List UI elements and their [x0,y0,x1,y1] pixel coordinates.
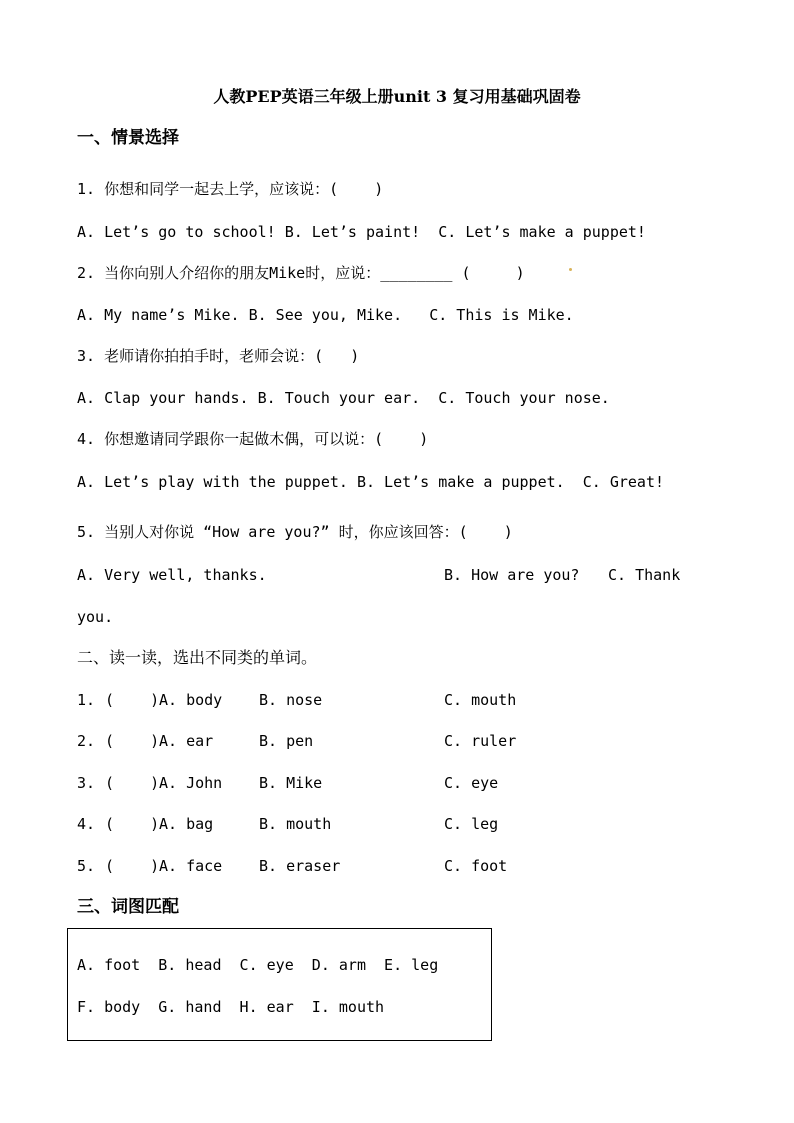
row-number: 1. [77,691,96,709]
option-a: A. ear [159,732,214,750]
odd-one-out-row [77,689,777,711]
section1-heading: 一、情景选择 [77,128,179,148]
option-c: C. leg [444,815,499,833]
odd-one-out-row [77,813,777,835]
question-4: 4. 你想邀请同学跟你一起做木偶，可以说：( ) [77,430,429,448]
option-a: A. bag [159,815,214,833]
answer-blank[interactable]: ( ) [105,815,160,833]
option-a: A. face [159,857,223,875]
question-4-options: A. Let’s play with the puppet. B. Let’s make a puppet. C. Great! [77,473,664,491]
odd-one-out-row [77,730,777,752]
answer-blank[interactable]: ( ) [105,691,160,709]
option-c: C. eye [444,774,499,792]
option-b: B. pen [259,732,314,750]
question-5-option-c-tail: you. [77,608,114,626]
section2-heading: 二、读一读，选出不同类的单词。 [77,648,318,667]
answer-blank[interactable]: ( ) [105,774,160,792]
word-bank-line-2: F. body G. hand H. ear I. mouth [77,998,385,1016]
row-number: 2. [77,732,96,750]
question-3: 3. 老师请你拍拍手时，老师会说：( ) [77,347,360,365]
odd-one-out-row [77,855,777,877]
answer-blank[interactable]: ( ) [105,732,160,750]
option-b: B. eraser [259,857,341,875]
word-bank-line-1: A. foot B. head C. eye D. arm E. leg [77,956,439,974]
option-c: C. ruler [444,732,517,750]
question-5-option-b: B. How are you? [444,566,580,584]
option-a: A. John [159,774,223,792]
option-b: B. mouth [259,815,332,833]
word-bank-box [67,928,492,1041]
option-a: A. body [159,691,223,709]
question-1: 1. 你想和同学一起去上学，应该说：( ) [77,180,384,198]
question-1-options: A. Let’s go to school! B. Let’s paint! C. Let’s make a puppet! [77,223,646,241]
section3-heading: 三、词图匹配 [77,897,179,917]
stray-dot [569,268,572,271]
question-2-options: A. My name’s Mike. B. See you, Mike. C. This is Mike. [77,306,574,324]
question-2: 2. 当你向别人介绍你的朋友Mike时，应说：________ ( ) [77,264,525,282]
option-c: C. mouth [444,691,517,709]
question-5-option-a: A. Very well, thanks. [77,566,267,584]
option-c: C. foot [444,857,508,875]
question-5-option-c: C. Thank [608,566,681,584]
question-3-options: A. Clap your hands. B. Touch your ear. C. Touch your nose. [77,389,610,407]
row-number: 5. [77,857,96,875]
row-number: 4. [77,815,96,833]
page-title: 人教PEP英语三年级上册unit 3 复习用基础巩固卷 [213,87,581,106]
row-number: 3. [77,774,96,792]
question-5: 5. 当别人对你说 “How are you?” 时，你应该回答：( ) [77,523,513,541]
answer-blank[interactable]: ( ) [105,857,160,875]
odd-one-out-row [77,772,777,794]
option-b: B. Mike [259,774,323,792]
option-b: B. nose [259,691,323,709]
